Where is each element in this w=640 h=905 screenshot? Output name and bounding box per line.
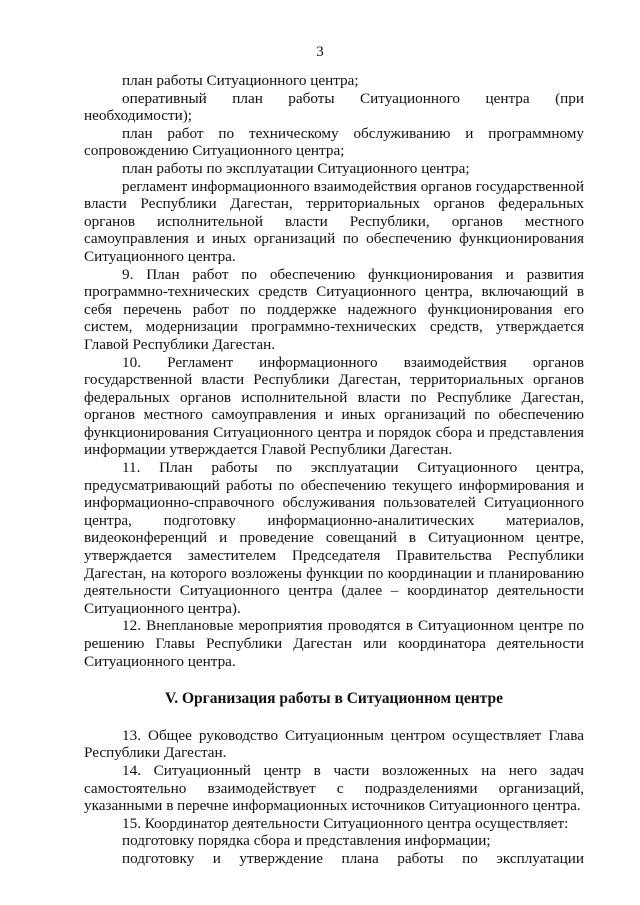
paragraph-item-13: 13. Общее руководство Ситуационным центром осуществляет Глава Республики Дагестан. bbox=[84, 726, 584, 762]
paragraph: регламент информационного взаимодействия органов государственной власти Республики Дагестан, территориальных органов федеральных органов исполнительной власти Республики, органов местного самоуправления и иных организаций по обеспечению функционирования Ситуационного центра. bbox=[84, 177, 584, 265]
section-heading: V. Организация работы в Ситуационном центре bbox=[165, 690, 503, 708]
paragraph: план работы по эксплуатации Ситуационного центра; bbox=[122, 159, 470, 177]
paragraph: подготовку порядка сбора и представления информации; bbox=[122, 832, 491, 850]
page-number: 3 bbox=[316, 44, 324, 60]
paragraph-item-12: 12. Внеплановые мероприятия проводятся в Ситуационном центре по решению Главы Республики Дагестан или координатора деятельности Ситуационного центра. bbox=[84, 617, 584, 670]
paragraph-item-9: 9. План работ по обеспечению функционирования и развития программно-технических средств Ситуационного центра, включающий в себя перечень работ по поддержке надежного функционирования его систем, модернизации программно-технических средств, утверждается Главой Республики Дагестан. bbox=[84, 265, 584, 353]
paragraph: подготовку и утверждение плана работы по эксплуатации bbox=[122, 849, 584, 867]
paragraph: оперативный план работы Ситуационного центра (при необходимости); bbox=[84, 89, 584, 125]
paragraph: план работы Ситуационного центра; bbox=[122, 72, 359, 89]
paragraph-item-11: 11. План работы по эксплуатации Ситуационного центра, предусматривающий работы по обеспечению текущего информирования и информационно-справочного обслуживания пользователей Ситуационного центра, подготовку информационно-аналитических материалов, видеоконференций и проведение совещаний в Ситуационном центре, утверждается заместителем Председателя Правительства Республики Дагестан, на которого возложены функции по координации и планированию деятельности Ситуационного центра (далее – координатор деятельности Ситуационного центра). bbox=[84, 459, 584, 617]
paragraph: план работ по техническому обслуживанию и программному сопровождению Ситуационного центра; bbox=[84, 124, 584, 160]
document-body bbox=[84, 72, 584, 868]
paragraph-item-15: 15. Координатор деятельности Ситуационного центра осуществляет: bbox=[122, 814, 569, 832]
paragraph-item-10: 10. Регламент информационного взаимодействия органов государственной власти Республики Дагестан, территориальных органов федеральных органов исполнительной власти по Республике Дагестан, органов местного самоуправления и иных организаций по обеспечению функционирования Ситуационного центра и порядок сбора и представления информации утверждается Главой Республики Дагестан. bbox=[84, 353, 584, 459]
paragraph-item-14: 14. Ситуационный центр в части возложенных на него задач самостоятельно взаимодействует с подразделениями организаций, указанными в перечне информационных источников Ситуационного центра. bbox=[84, 761, 584, 815]
